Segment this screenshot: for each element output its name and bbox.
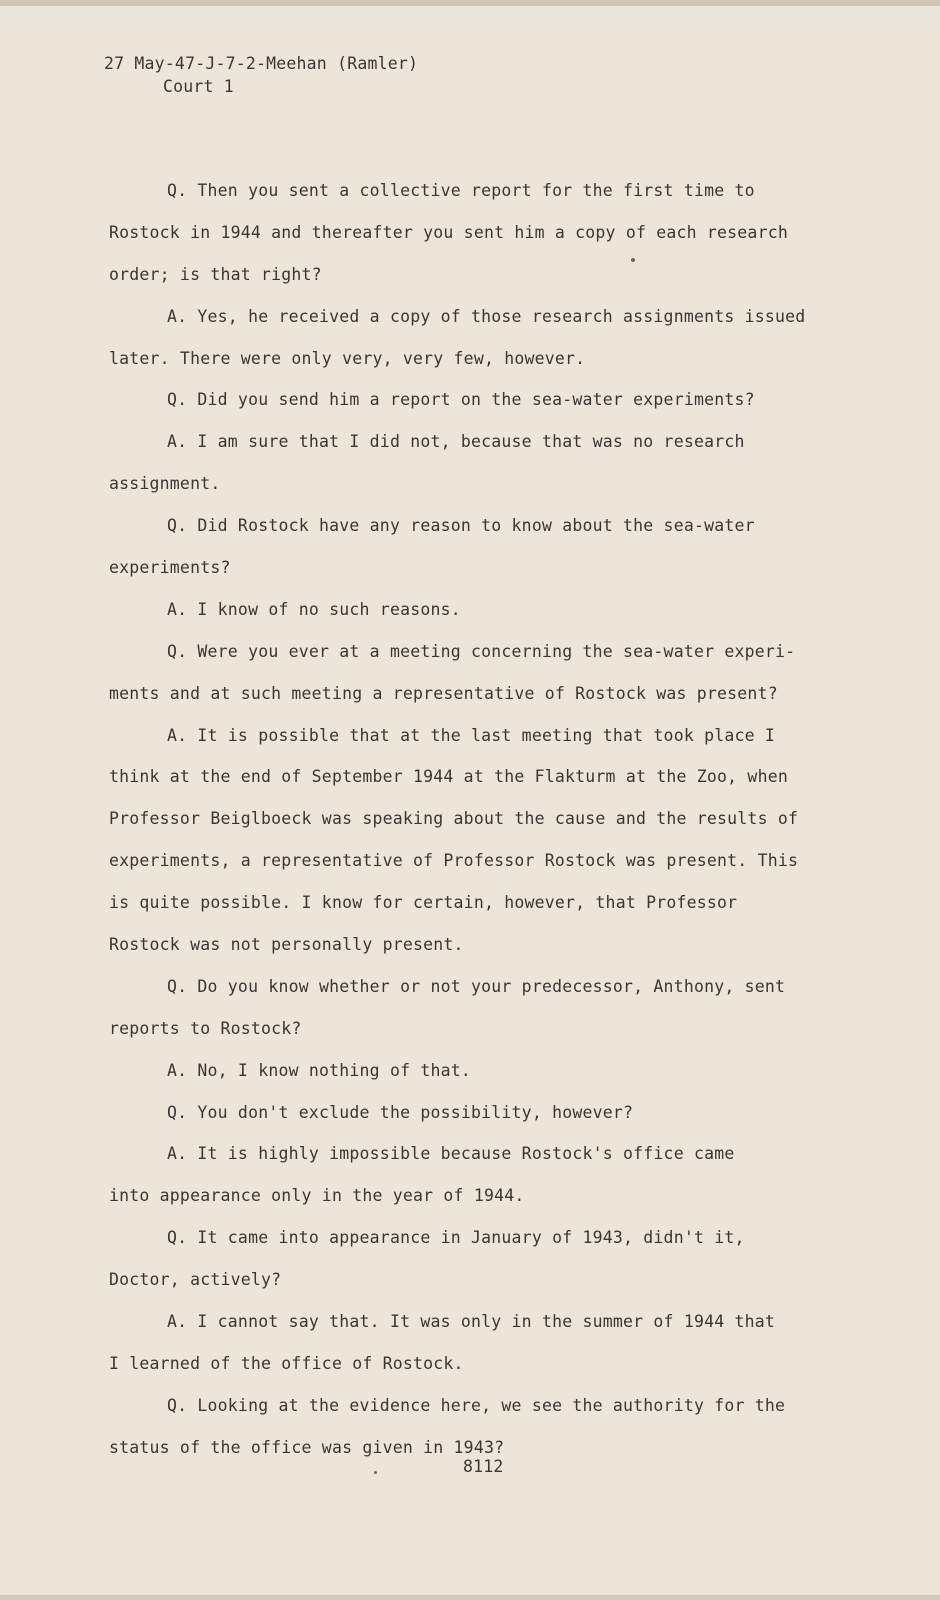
transcript-line: Rostock in 1944 and thereafter you sent him a copy of each research xyxy=(109,222,788,242)
transcript-line: I learned of the office of Rostock. xyxy=(109,1353,464,1373)
transcript-line: Q. Looking at the evidence here, we see the authority for the xyxy=(167,1395,786,1415)
transcript-line: think at the end of September 1944 at the Flakturm at the Zoo, when xyxy=(109,767,788,787)
header-court-line: Court 1 xyxy=(163,77,234,96)
transcript-line: Doctor, actively? xyxy=(109,1270,282,1290)
transcript-line: Q. Did you send him a report on the sea-water experiments? xyxy=(167,390,755,410)
page-header xyxy=(104,52,418,98)
transcript-line: A. I am sure that I did not, because that was no research xyxy=(167,432,745,452)
transcript-line: Q. It came into appearance in January of 1943, didn't it, xyxy=(167,1228,745,1248)
transcript-line: A. No, I know nothing of that. xyxy=(167,1060,472,1080)
transcript-line: experiments? xyxy=(109,558,231,578)
transcript-line: Q. Did Rostock have any reason to know about the sea-water xyxy=(167,516,755,536)
transcript-line: Q. Do you know whether or not your predecessor, Anthony, sent xyxy=(167,976,786,996)
transcript-line: A. I know of no such reasons. xyxy=(167,599,461,619)
transcript-line: into appearance only in the year of 1944. xyxy=(109,1186,525,1206)
transcript-line: experiments, a representative of Professor Rostock was present. This xyxy=(109,851,799,871)
page-number: 8112 xyxy=(463,1457,504,1476)
transcript-line: assignment. xyxy=(109,474,221,494)
paper-speck xyxy=(631,258,635,262)
transcript-line: Q. You don't exclude the possibility, however? xyxy=(167,1102,634,1122)
transcript-line: Professor Beiglboeck was speaking about the cause and the results of xyxy=(109,809,799,829)
header-session-line: 27 May-47-J-7-2-Meehan (Ramler) xyxy=(104,54,419,73)
transcript-line: A. I cannot say that. It was only in the summer of 1944 that xyxy=(167,1312,776,1332)
transcript-line: A. Yes, he received a copy of those research assignments issued xyxy=(167,306,806,326)
transcript-line: order; is that right? xyxy=(109,264,322,284)
page-bottom-edge xyxy=(0,1595,940,1600)
transcript-line: reports to Rostock? xyxy=(109,1018,302,1038)
transcript-line: later. There were only very, very few, however. xyxy=(109,348,586,368)
transcript-line: Q. Were you ever at a meeting concerning the sea-water experi- xyxy=(167,641,796,661)
transcript-line: ments and at such meeting a representative of Rostock was present? xyxy=(109,683,778,703)
transcript-line: status of the office was given in 1943? xyxy=(109,1437,505,1457)
transcript-line: A. It is highly impossible because Rostock's office came xyxy=(167,1144,735,1164)
paper-speck xyxy=(374,1471,377,1474)
transcript-line: is quite possible. I know for certain, however, that Professor xyxy=(109,893,738,913)
transcript-line: Rostock was not personally present. xyxy=(109,935,464,955)
transcript-line: A. It is possible that at the last meeting that took place I xyxy=(167,725,776,745)
transcript-body xyxy=(109,170,889,1469)
transcript-line: Q. Then you sent a collective report for the first time to xyxy=(167,181,755,200)
page-top-edge xyxy=(0,0,940,6)
